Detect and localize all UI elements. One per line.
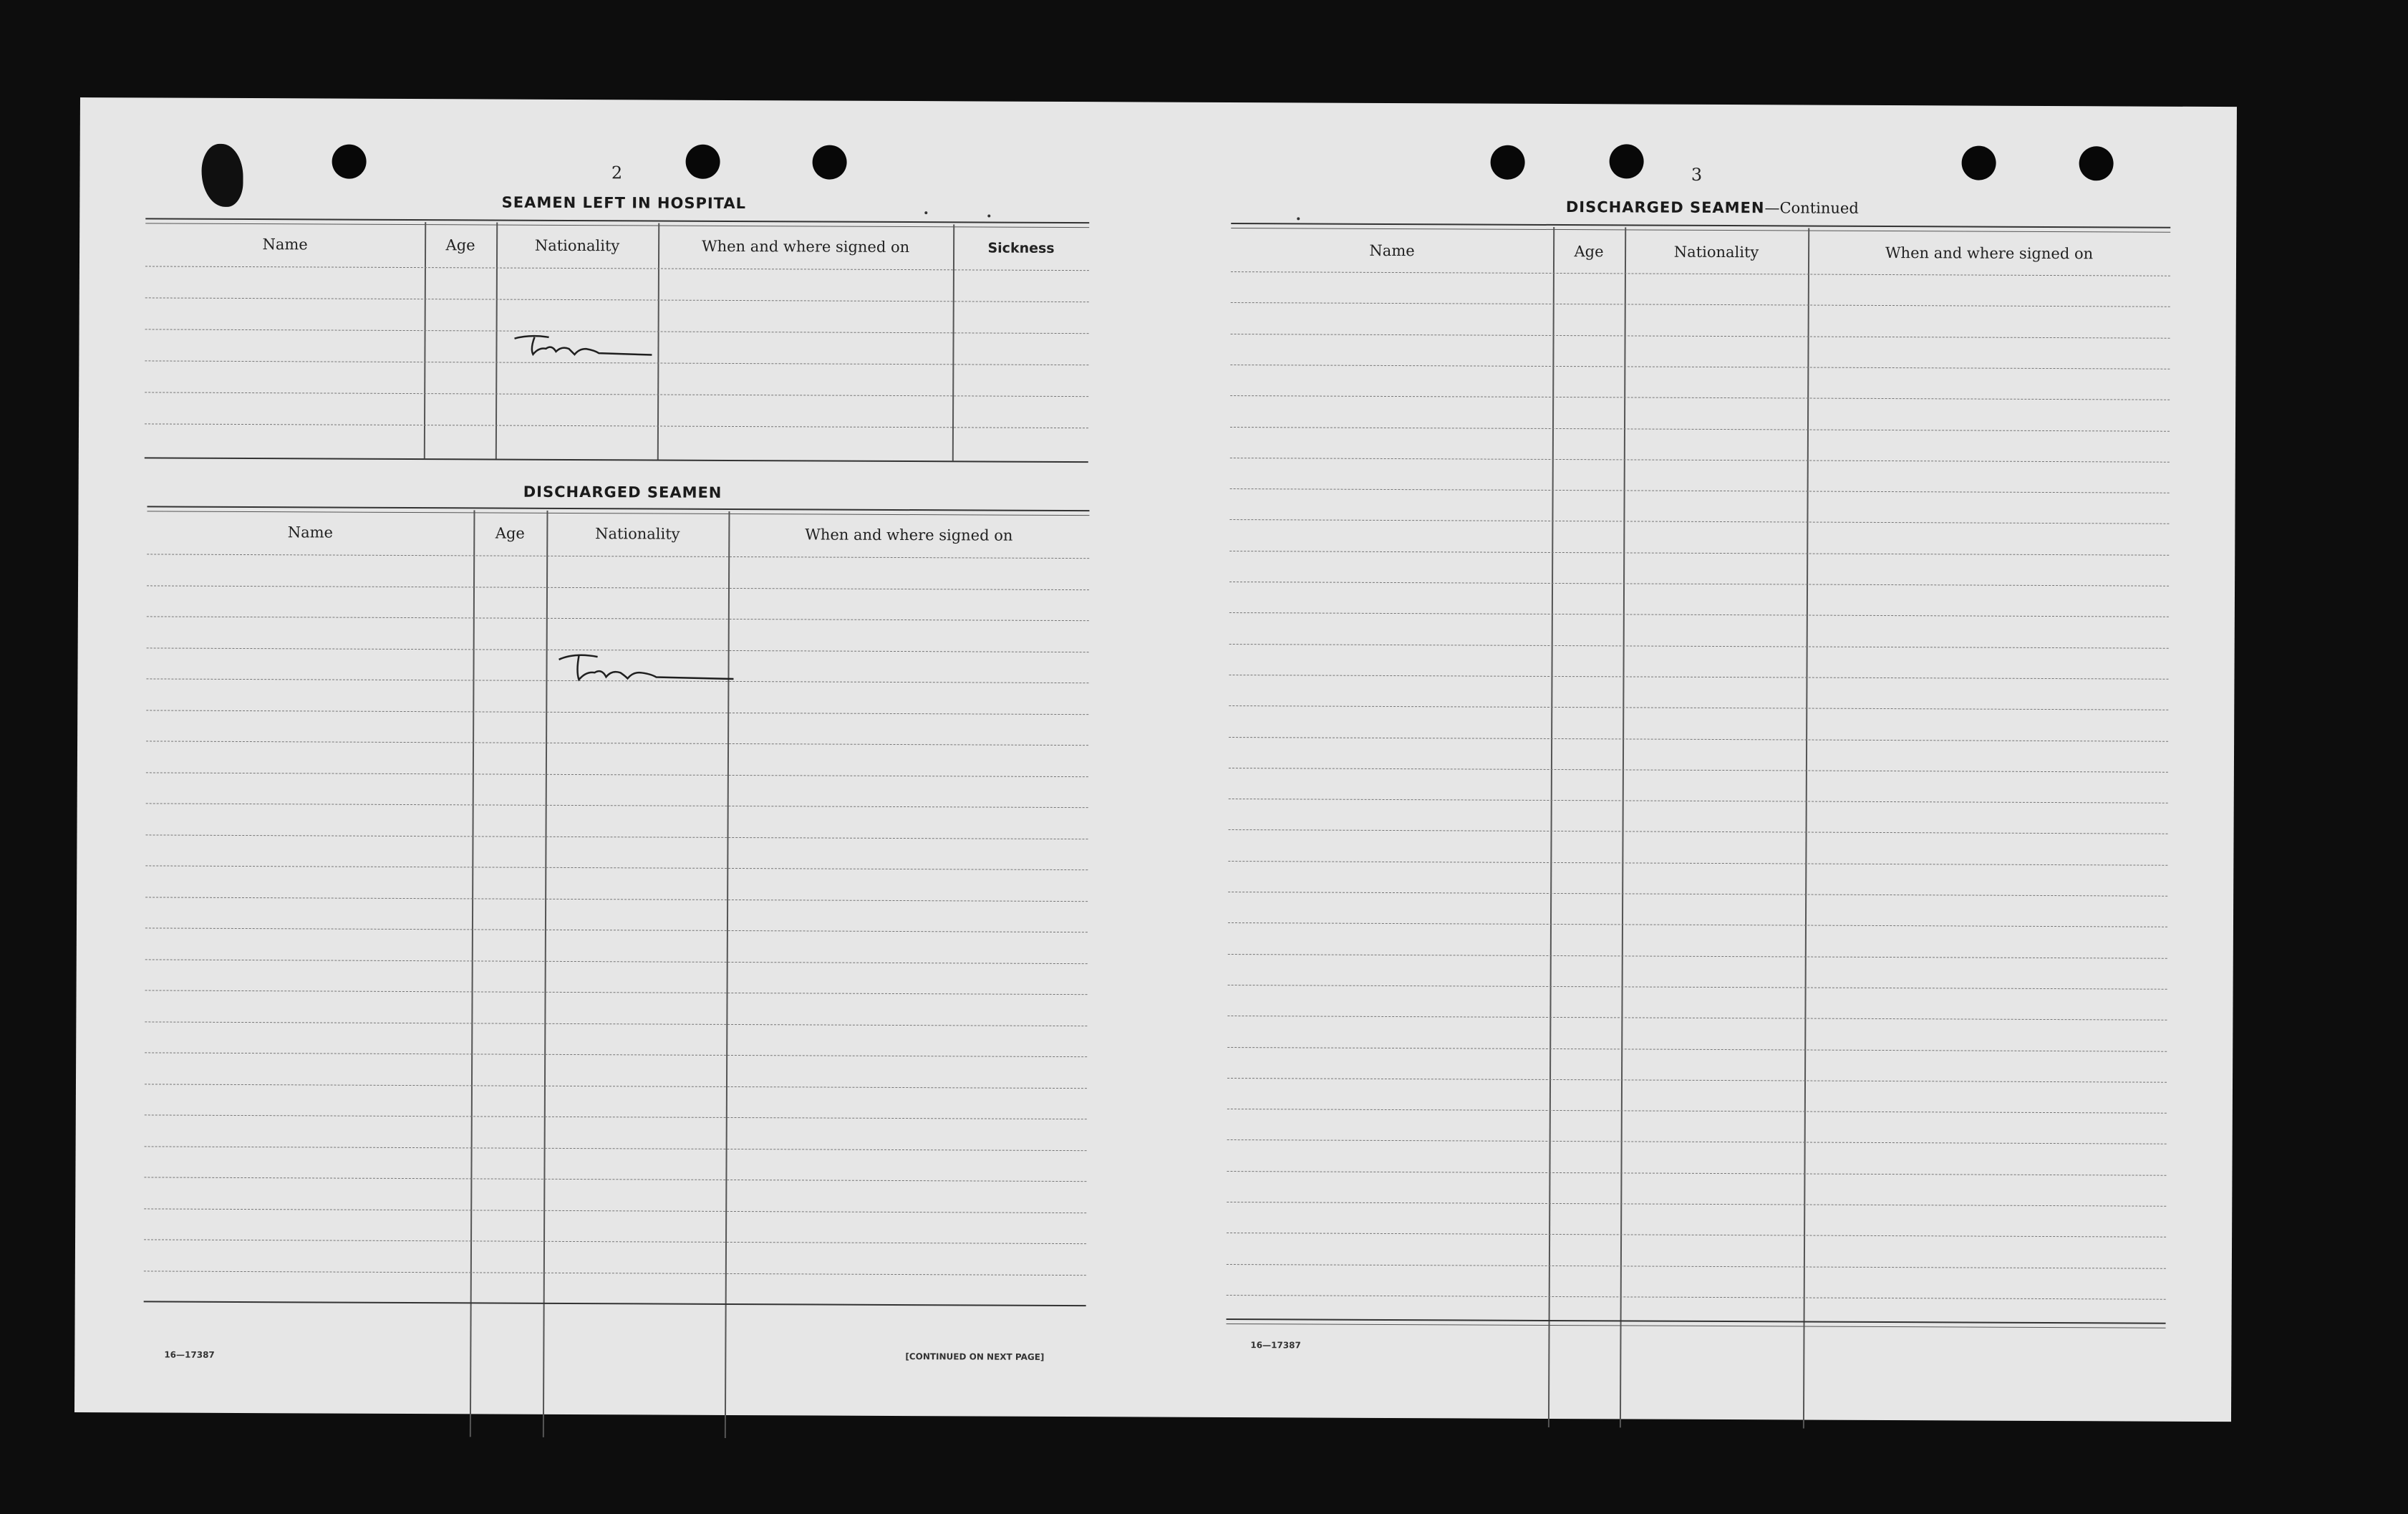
row-rule — [145, 865, 1088, 870]
row-rule — [145, 1146, 1087, 1151]
handwriting — [554, 645, 740, 689]
row-rule — [1229, 582, 2169, 587]
continued-col-nationality: Nationality — [1673, 243, 1759, 261]
row-rule — [146, 772, 1088, 777]
row-rule — [1227, 1016, 2167, 1021]
row-rule — [147, 585, 1089, 590]
hospital-section-title: SEAMEN LEFT IN HOSPITAL — [501, 193, 747, 213]
row-rule — [1229, 612, 2169, 617]
page-number-left: 2 — [611, 163, 623, 183]
row-rule — [145, 959, 1088, 964]
row-rule — [146, 803, 1088, 808]
row-rule — [1230, 395, 2170, 400]
ledger-sheet — [74, 97, 2237, 1422]
paper-speck — [1297, 217, 1300, 220]
row-rule — [1229, 644, 2169, 649]
hospital-col-nationality: Nationality — [534, 236, 620, 255]
hospital-col-name: Name — [262, 236, 308, 254]
continued-note: [CONTINUED ON NEXT PAGE] — [905, 1351, 1045, 1362]
row-rule — [1227, 1047, 2167, 1052]
row-rule — [145, 1114, 1087, 1119]
row-rule — [1231, 271, 2170, 276]
hospital-col-sickness: Sickness — [987, 240, 1055, 256]
row-rule — [146, 834, 1088, 839]
row-rule — [147, 616, 1089, 621]
row-rule — [1228, 954, 2167, 959]
row-rule — [1229, 799, 2168, 804]
row-rule — [1227, 1202, 2166, 1207]
row-rule — [1229, 768, 2168, 773]
paper-speck — [924, 211, 927, 214]
page-number-right: 3 — [1691, 164, 1703, 185]
row-rule — [1227, 1109, 2167, 1114]
row-rule — [144, 1239, 1086, 1244]
row-rule — [1227, 1264, 2166, 1269]
row-rule — [146, 710, 1088, 715]
discharged-col-age: Age — [495, 524, 525, 542]
discharged-entry — [554, 645, 740, 692]
paper-speck — [987, 215, 990, 218]
continued-rows — [1226, 102, 2170, 1339]
row-rule — [1229, 551, 2169, 556]
continued-col-name: Name — [1369, 241, 1415, 260]
row-rule — [144, 1270, 1086, 1276]
row-rule — [145, 1052, 1087, 1057]
discharged-continued-title-main: DISCHARGED SEAMEN — [1565, 198, 1765, 217]
row-rule — [1231, 334, 2170, 339]
discharged-section-title: DISCHARGED SEAMEN — [523, 483, 722, 501]
row-rule — [147, 554, 1089, 559]
row-rule — [1228, 861, 2167, 866]
form-number-left: 16—17387 — [164, 1349, 215, 1360]
row-rule — [145, 1021, 1087, 1026]
discharged-col-signed-on: When and where signed on — [805, 526, 1013, 544]
row-rule — [1231, 302, 2170, 307]
row-rule — [1229, 675, 2168, 680]
row-rule — [145, 1084, 1087, 1089]
discharged-rows — [144, 97, 1091, 1319]
row-rule — [145, 990, 1088, 995]
discharged-col-nationality: Nationality — [595, 525, 680, 543]
row-rule — [1227, 1171, 2166, 1176]
row-rule — [1227, 1295, 2166, 1300]
row-rule — [144, 1208, 1086, 1213]
row-rule — [1230, 365, 2170, 370]
row-rule — [1229, 829, 2168, 834]
row-rule — [1230, 427, 2170, 432]
continued-col-signed-on: When and where signed on — [1885, 244, 2094, 263]
continued-col-age: Age — [1574, 243, 1604, 261]
row-rule — [1228, 985, 2167, 990]
row-rule — [144, 1177, 1086, 1182]
row-rule — [146, 741, 1088, 746]
hospital-col-signed-on: When and where signed on — [701, 237, 910, 256]
row-rule — [1229, 737, 2168, 742]
discharged-continued-suffix: —Continued — [1764, 199, 1859, 217]
row-rule — [145, 927, 1088, 932]
row-rule — [1230, 458, 2170, 463]
row-rule — [1227, 1233, 2166, 1238]
row-rule — [1229, 705, 2168, 710]
row-rule — [1229, 519, 2169, 524]
row-rule — [1230, 488, 2170, 493]
hospital-col-age: Age — [445, 236, 475, 254]
row-rule — [1227, 1139, 2167, 1144]
row-rule — [1228, 892, 2167, 897]
form-number-right: 16—17387 — [1250, 1340, 1301, 1351]
row-rule — [145, 897, 1088, 902]
discharged-col-name: Name — [287, 524, 334, 541]
row-rule — [1227, 1078, 2167, 1083]
row-rule — [1228, 922, 2167, 927]
